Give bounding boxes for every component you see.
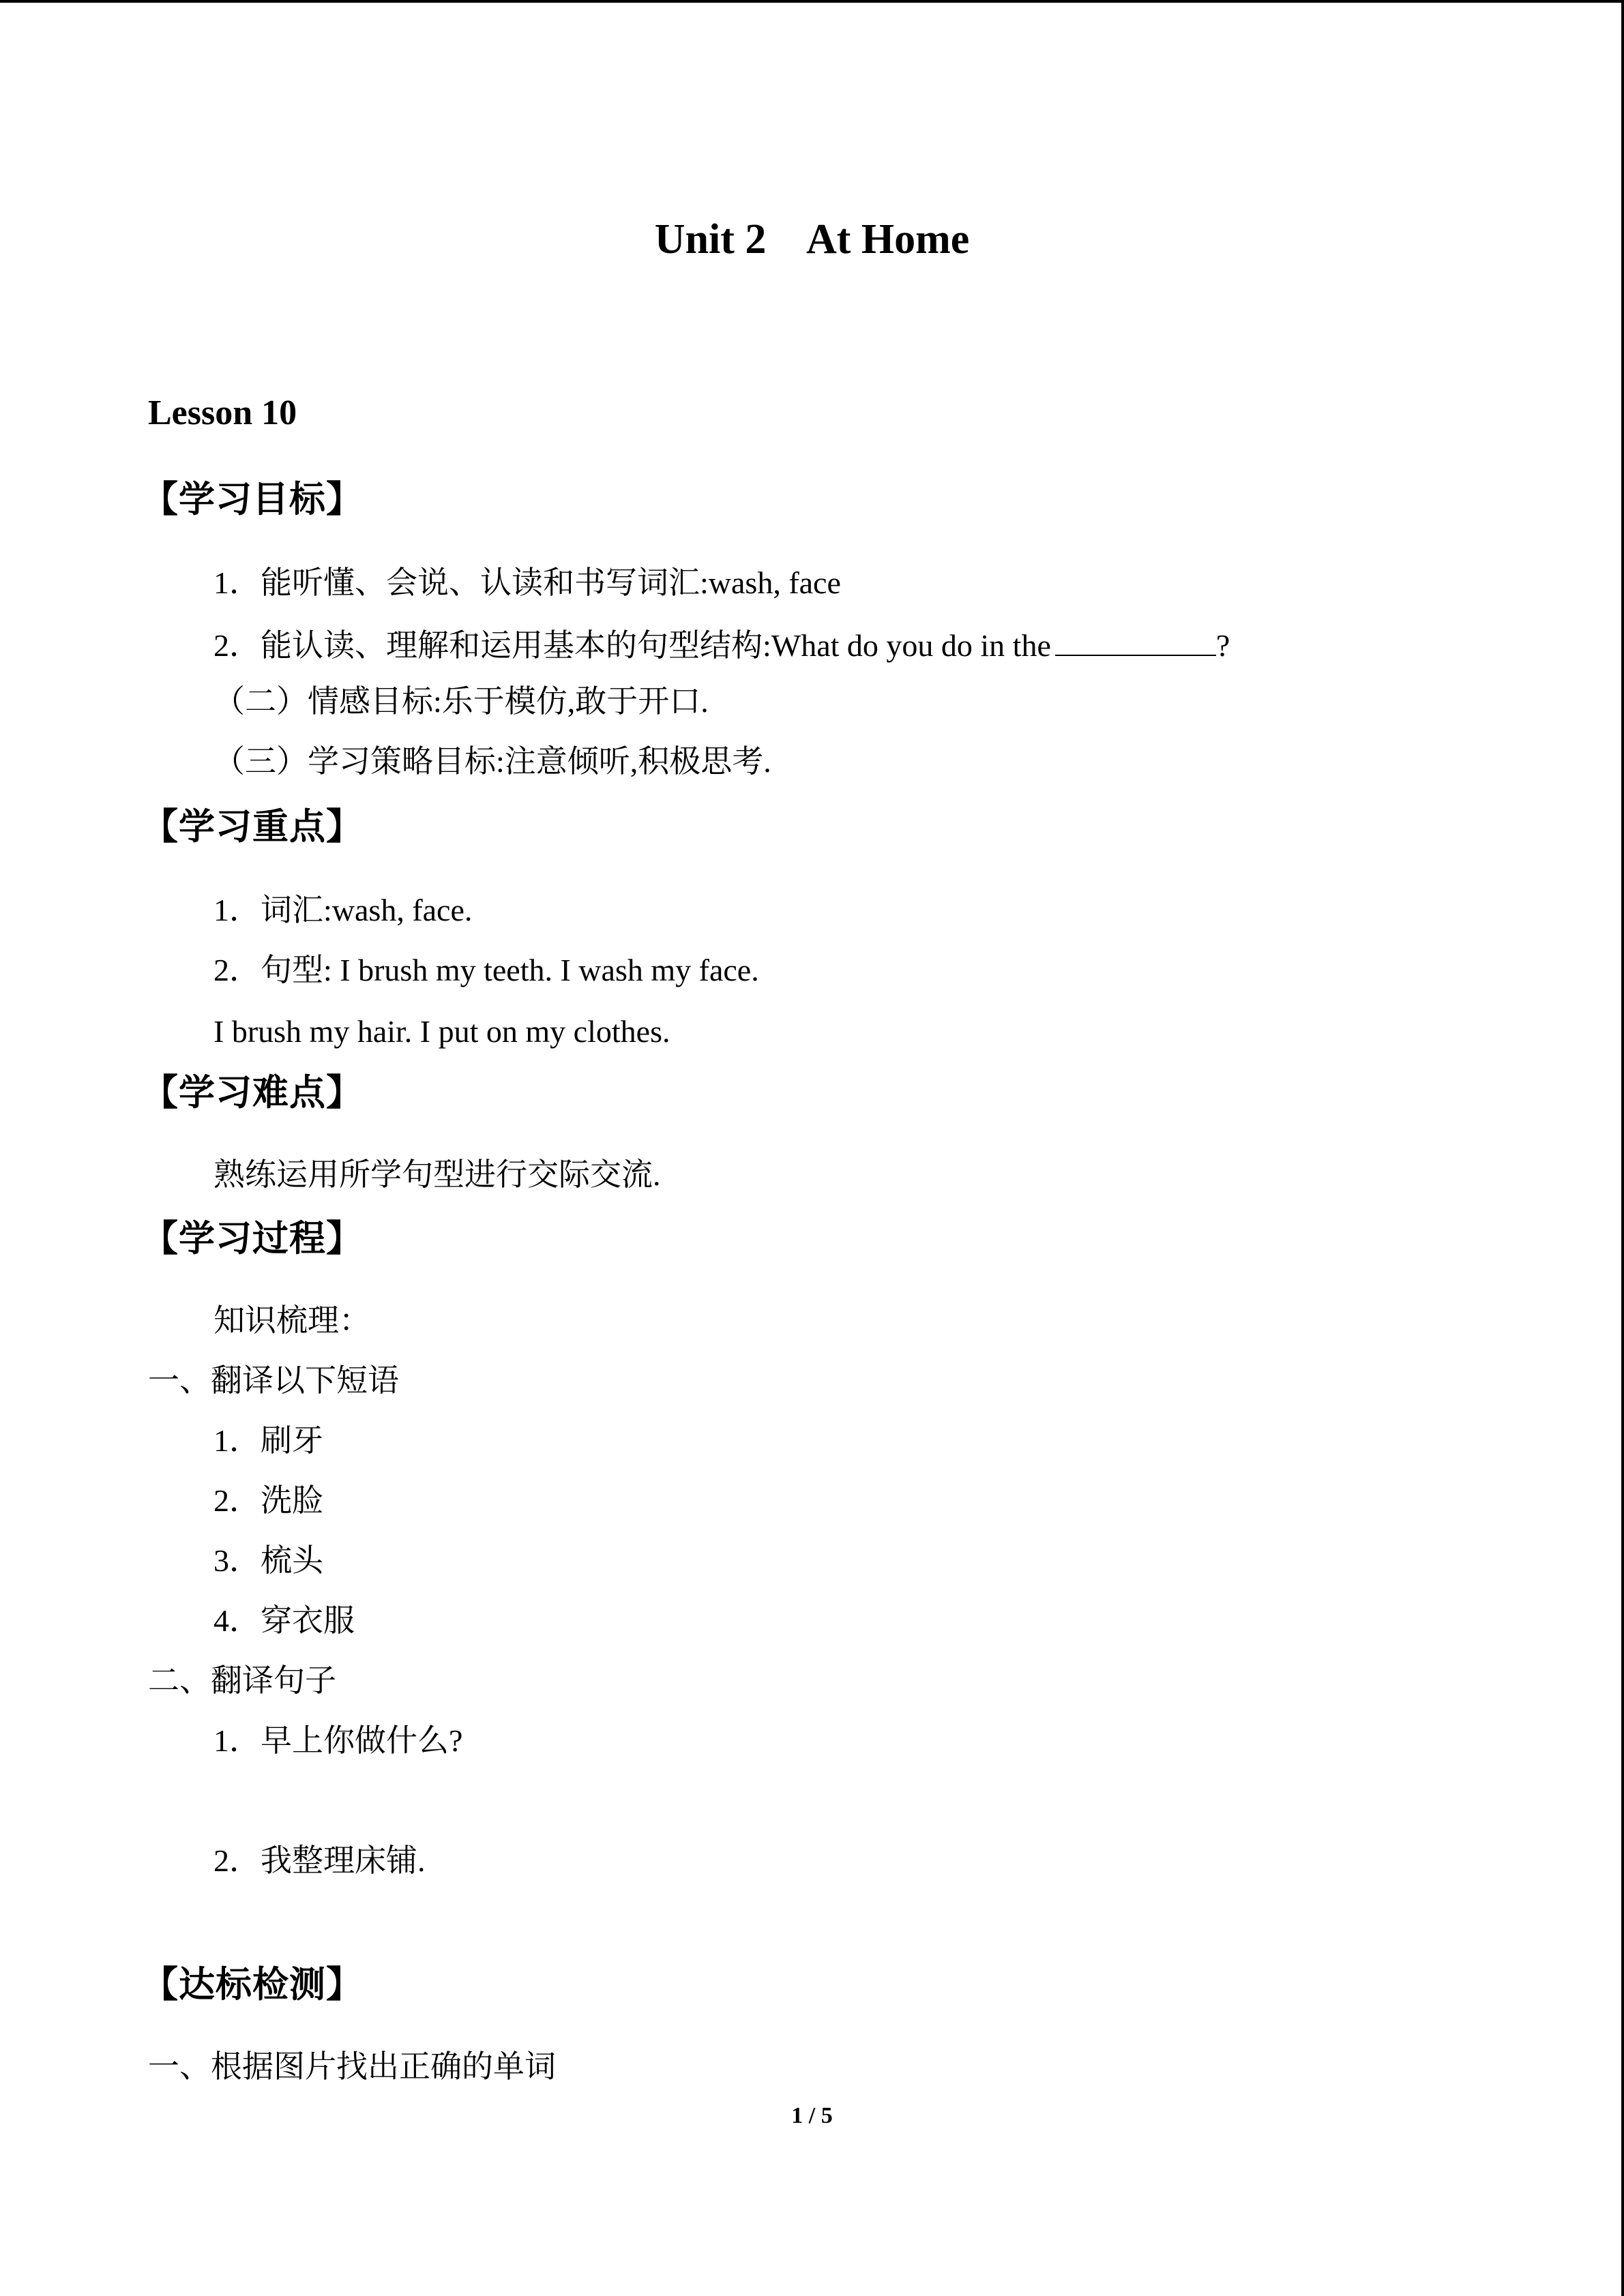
key-point-item: I brush my hair. I put on my clothes. — [213, 1014, 670, 1049]
sentence-item: 2．我整理床铺. — [213, 1843, 426, 1878]
page-title: Unit 2 At Home — [654, 216, 970, 263]
goal-item-text: 2．能认读、理解和运用基本的句型结构:What do you do in the — [213, 628, 1051, 663]
phrase-item: 3．梳头 — [213, 1543, 323, 1578]
page-border-top — [0, 0, 1624, 3]
section-heading-assessment: 【达标检测】 — [142, 1964, 363, 2006]
process-part2-title: 二、翻译句子 — [148, 1663, 336, 1698]
phrase-item: 1．刷牙 — [213, 1423, 323, 1458]
page-number: 1 / 5 — [791, 2103, 833, 2128]
section-heading-difficulties: 【学习难点】 — [142, 1072, 363, 1114]
goal-item-with-blank — [213, 627, 1230, 661]
sentence-item: 1．早上你做什么? — [213, 1723, 463, 1758]
key-point-item: 2．句型: I brush my teeth. I wash my face. — [213, 953, 759, 987]
blank-suffix: ? — [1215, 628, 1230, 663]
process-intro: 知识梳理： — [213, 1303, 370, 1338]
phrase-item: 4．穿衣服 — [213, 1603, 355, 1638]
goal-item: （二）情感目标:乐于模仿,敢于开口. — [213, 684, 709, 719]
section-heading-process: 【学习过程】 — [142, 1218, 363, 1259]
section-heading-goals: 【学习目标】 — [142, 479, 363, 520]
process-part1-title: 一、翻译以下短语 — [148, 1363, 399, 1398]
section-heading-key-points: 【学习重点】 — [142, 806, 363, 848]
lesson-heading: Lesson 10 — [148, 393, 297, 432]
assessment-part1-title: 一、根据图片找出正确的单词 — [148, 2049, 556, 2084]
key-point-item: 1．词汇:wash, face. — [213, 893, 473, 927]
goal-item: （三）学习策略目标:注意倾听,积极思考. — [213, 744, 771, 779]
difficulty-item: 熟练运用所学句型进行交际交流. — [213, 1157, 661, 1192]
fill-in-blank — [1055, 627, 1216, 656]
page-border-right — [1621, 0, 1624, 2296]
goal-item: 1．能听懂、会说、认读和书写词汇:wash, face — [213, 565, 841, 600]
phrase-item: 2．洗脸 — [213, 1483, 323, 1518]
